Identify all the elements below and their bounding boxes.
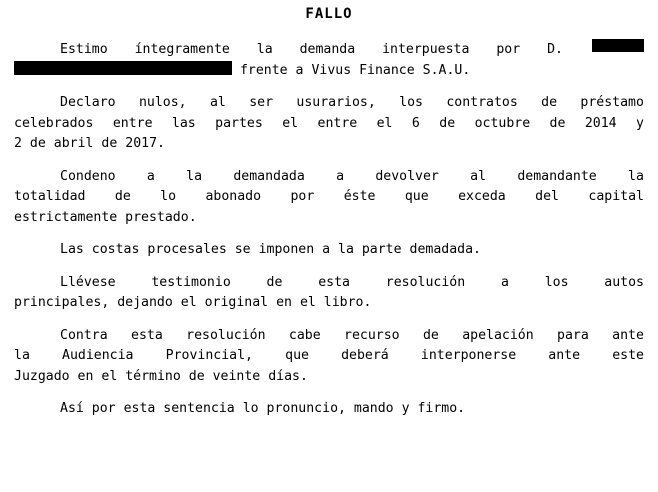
word: deberá (341, 348, 389, 363)
text-line (14, 167, 644, 188)
paragraph (14, 399, 644, 420)
word: esta (318, 274, 350, 290)
text-line (14, 134, 644, 155)
text-line (14, 240, 644, 261)
word: abonado (205, 189, 262, 204)
word: frente (239, 62, 288, 78)
paragraph (14, 167, 644, 229)
word: totalidad (14, 189, 86, 204)
word: Condeno (60, 168, 116, 184)
page-title: FALLO (305, 6, 353, 22)
word: a (295, 62, 304, 78)
word: veinte (212, 368, 261, 384)
word: la (628, 168, 644, 184)
word: dejando (117, 295, 173, 310)
word: devolver (375, 168, 439, 184)
word: Provincial, (165, 348, 253, 363)
word: prestado. (125, 209, 197, 225)
word: de (549, 115, 566, 131)
word: Audiencia (62, 348, 134, 363)
word: lo (160, 189, 177, 204)
word: Las (60, 242, 84, 257)
text-line (14, 114, 644, 135)
word: los (544, 274, 569, 290)
word: lo (242, 401, 259, 416)
word: parte (361, 242, 402, 257)
word: principales, (14, 295, 110, 310)
word: el (299, 295, 316, 310)
word: Estimo (60, 42, 108, 57)
word: interponerse (420, 348, 517, 363)
word: Así (60, 401, 84, 416)
word: que (404, 189, 429, 204)
word: pronuncio, (266, 401, 346, 416)
paragraph (14, 93, 644, 155)
word: préstamo (580, 95, 644, 110)
text-line (14, 93, 644, 114)
word: de (439, 115, 456, 131)
redaction-block (14, 61, 232, 75)
word: libro. (323, 295, 372, 310)
word: apelación (462, 327, 534, 343)
paragraph (14, 326, 644, 388)
word: que (285, 348, 309, 363)
word: 2 (14, 136, 22, 151)
text-line (14, 273, 644, 294)
word: exceda (458, 189, 506, 204)
word: el (282, 115, 299, 131)
word: autos (604, 274, 644, 290)
word: en (276, 295, 292, 310)
word: celebrados (14, 115, 94, 131)
word: interpuesta (382, 42, 470, 57)
word: días. (268, 368, 308, 384)
word: a (322, 242, 331, 257)
word: del (535, 189, 559, 204)
text-line (14, 293, 644, 314)
word: usurarios, (296, 95, 376, 110)
word: esta (123, 401, 156, 416)
word: abril (53, 136, 94, 151)
paragraph (14, 240, 644, 261)
word: por (91, 401, 116, 416)
word: por (496, 42, 521, 57)
word: contratos (446, 95, 518, 110)
word: procesales (147, 242, 227, 257)
word: imponen (258, 242, 315, 257)
word: demandante (517, 168, 597, 184)
paragraph (14, 273, 644, 314)
word: a (336, 168, 345, 184)
word: la (14, 348, 30, 363)
word: el (101, 368, 118, 384)
word: por (290, 189, 315, 204)
word: demanda (299, 42, 356, 57)
paragraph (14, 40, 644, 81)
text-line (14, 399, 644, 420)
word: de (29, 136, 46, 151)
redaction-inline (592, 39, 644, 52)
word: la (338, 242, 354, 257)
word: de (101, 136, 118, 151)
word: partes (215, 115, 263, 131)
word: firmo. (417, 401, 466, 416)
word: el (180, 295, 197, 310)
word: ser (249, 95, 274, 110)
word: el (376, 115, 393, 131)
word: resolución (385, 274, 466, 290)
word: de (114, 189, 131, 204)
word: la (256, 42, 273, 57)
text-line (14, 40, 644, 61)
word: en (77, 368, 94, 384)
word: a (500, 274, 509, 290)
word: D. (547, 42, 563, 57)
word: demadada. (409, 242, 481, 257)
word: 6 (411, 115, 420, 131)
word: Vivus (311, 62, 352, 78)
word: Juzgado (14, 368, 70, 384)
word: nulos, (138, 95, 187, 110)
word: 2014 (584, 115, 617, 131)
word: para (557, 327, 589, 343)
word: demandada (233, 168, 305, 184)
word: íntegramente (134, 42, 230, 57)
word: costas (91, 242, 140, 257)
text-line (14, 367, 644, 388)
word: testimonio (151, 274, 231, 290)
word: 2017. (125, 136, 165, 151)
text-line (14, 208, 644, 229)
word: entre (112, 115, 153, 131)
text-line (14, 346, 644, 367)
word: y (401, 401, 410, 416)
document-page (0, 6, 658, 492)
word: éste (343, 189, 376, 204)
word: estrictamente (14, 209, 118, 225)
word: Finance (359, 62, 415, 78)
word: Declaro (60, 95, 116, 110)
word: de (188, 368, 205, 384)
word: Llévese (60, 274, 116, 290)
word: Contra (60, 327, 108, 343)
text-line (14, 326, 644, 347)
word: la (186, 168, 203, 184)
word: y (636, 115, 644, 131)
word: recurso (344, 327, 400, 343)
word: ante (548, 348, 581, 363)
word: esta (131, 327, 163, 343)
document-body (14, 40, 644, 420)
word: original (204, 295, 269, 310)
word: octubre (474, 115, 531, 131)
word: ante (612, 327, 644, 343)
word: de (541, 95, 558, 110)
word: al (209, 95, 226, 110)
word: mando (353, 401, 394, 416)
word: término (125, 368, 181, 384)
text-line (14, 187, 644, 208)
word: sentencia (163, 401, 235, 416)
word: al (470, 168, 487, 184)
word: los (399, 95, 423, 110)
word: se (234, 242, 251, 257)
word: entre (317, 115, 358, 131)
word: este (612, 348, 644, 363)
text-line (14, 61, 644, 82)
word: resolución (186, 327, 266, 343)
word: cabe (288, 327, 321, 343)
word: las (171, 115, 196, 131)
word: a (146, 168, 155, 184)
word: de (266, 274, 283, 290)
word: de (422, 327, 439, 343)
word: S.A.U. (422, 62, 471, 78)
word: capital (588, 189, 644, 204)
